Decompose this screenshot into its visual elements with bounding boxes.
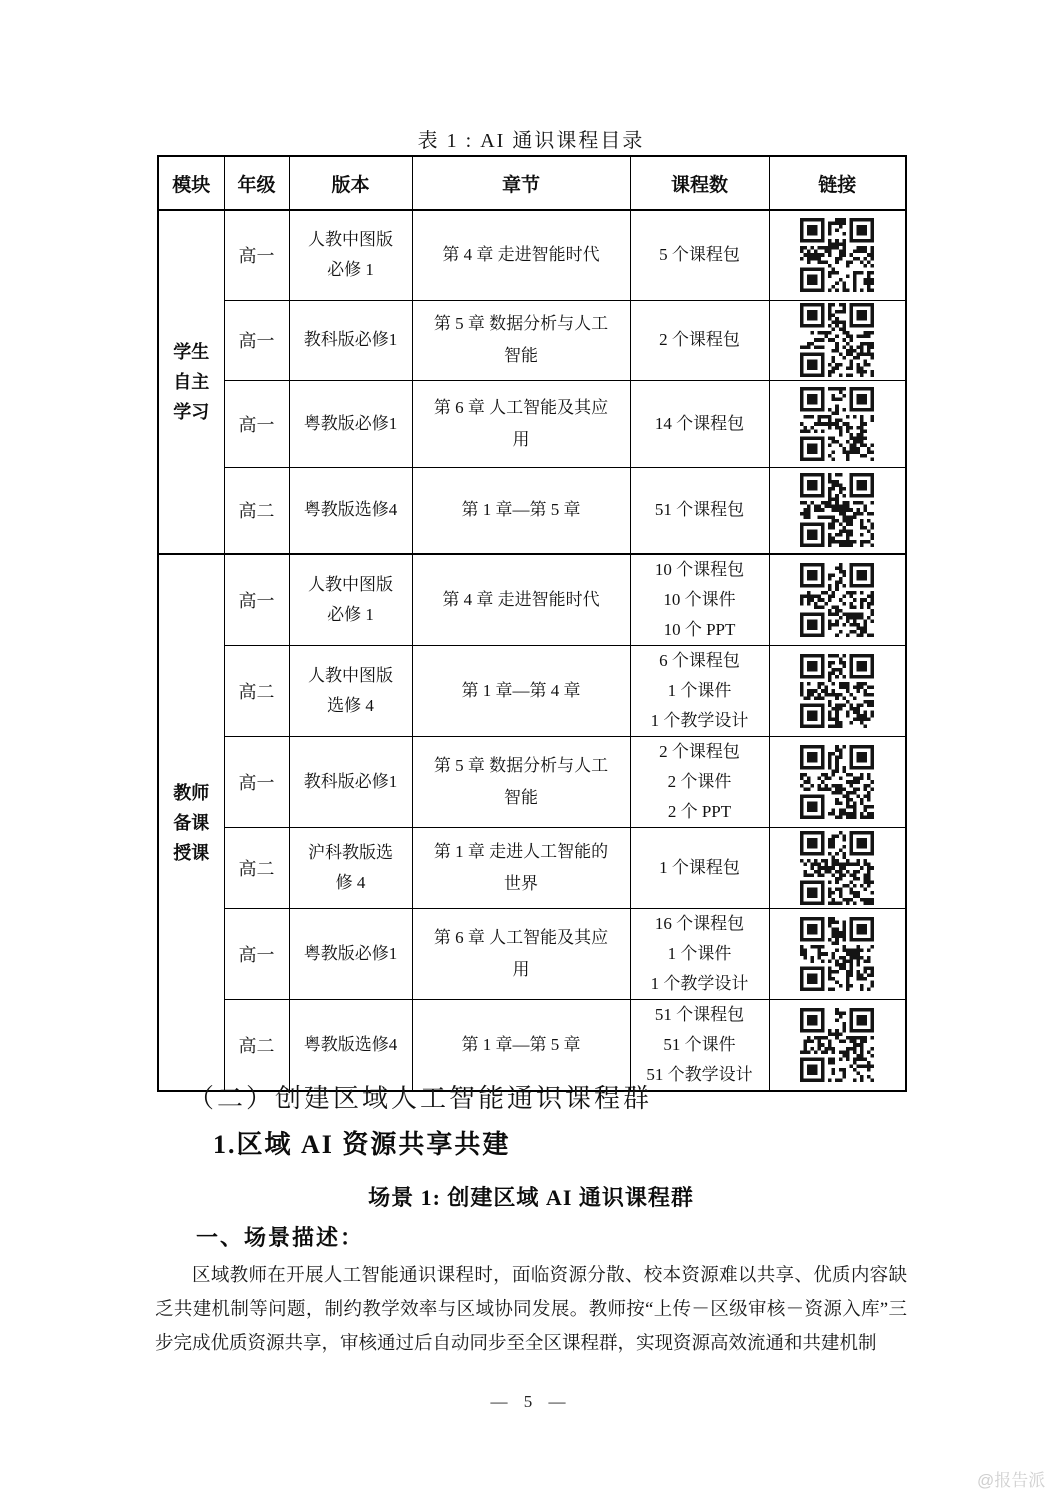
version-cell: 人教中图版 选修 4 bbox=[289, 646, 412, 737]
version-cell: 人教中图版 必修 1 bbox=[289, 554, 412, 646]
qr-code-icon bbox=[800, 563, 874, 637]
chapter-cell: 第 5 章 数据分析与人工 智能 bbox=[412, 300, 630, 380]
course-count-cell: 1 个课程包 bbox=[630, 828, 769, 909]
course-count-cell: 6 个课程包 1 个课件 1 个教学设计 bbox=[630, 646, 769, 737]
chapter-cell: 第 4 章 走进智能时代 bbox=[412, 554, 630, 646]
grade-cell: 高一 bbox=[224, 737, 289, 828]
grade-cell: 高二 bbox=[224, 828, 289, 909]
watermark: @报告派 bbox=[977, 1471, 1046, 1490]
qr-link-cell bbox=[769, 380, 906, 467]
scene-heading: 场景 1: 创建区域 AI 通识课程群 bbox=[368, 1185, 694, 1210]
qr-code-icon bbox=[800, 745, 874, 819]
course-count-cell: 51 个课程包 51 个课件 51 个教学设计 bbox=[630, 1000, 769, 1092]
qr-link-cell bbox=[769, 646, 906, 737]
col-header-chapter: 章节 bbox=[412, 156, 630, 210]
version-cell: 教科版必修1 bbox=[289, 300, 412, 380]
page-number: — 5 — bbox=[490, 1392, 572, 1411]
version-cell: 粤教版必修1 bbox=[289, 909, 412, 1000]
course-count-cell: 51 个课程包 bbox=[630, 467, 769, 554]
table-row bbox=[158, 737, 906, 828]
table-row bbox=[158, 909, 906, 1000]
course-count-cell: 2 个课程包 bbox=[630, 300, 769, 380]
course-count-cell: 2 个课程包 2 个课件 2 个 PPT bbox=[630, 737, 769, 828]
course-count-cell: 5 个课程包 bbox=[630, 210, 769, 300]
qr-link-cell bbox=[769, 1000, 906, 1092]
table-caption: 表 1 : AI 通识课程目录 bbox=[417, 130, 645, 152]
table-header-row bbox=[158, 156, 906, 210]
table-row bbox=[158, 467, 906, 554]
qr-code-icon bbox=[800, 831, 874, 905]
grade-cell: 高一 bbox=[224, 554, 289, 646]
grade-cell: 高二 bbox=[224, 1000, 289, 1092]
chapter-cell: 第 6 章 人工智能及其应 用 bbox=[412, 380, 630, 467]
qr-code-icon bbox=[800, 218, 874, 292]
chapter-cell: 第 5 章 数据分析与人工 智能 bbox=[412, 737, 630, 828]
version-cell: 教科版必修1 bbox=[289, 737, 412, 828]
version-cell: 粤教版必修1 bbox=[289, 380, 412, 467]
version-cell: 人教中图版 必修 1 bbox=[289, 210, 412, 300]
grade-cell: 高二 bbox=[224, 646, 289, 737]
grade-cell: 高一 bbox=[224, 909, 289, 1000]
chapter-cell: 第 1 章—第 4 章 bbox=[412, 646, 630, 737]
table-row bbox=[158, 828, 906, 909]
description-paragraph: 区域教师在开展人工智能通识课程时，面临资源分散、校本资源难以共享、优质内容缺乏共建机制等问题，制约教学效率与区域协同发展。教师按“上传－区级审核－资源入库”三步完成优质资源共享，审核通过后自动同步至全区课程群，实现资源高效流通和共建机制 bbox=[155, 1266, 907, 1354]
qr-link-cell bbox=[769, 467, 906, 554]
qr-link-cell bbox=[769, 300, 906, 380]
qr-code-icon bbox=[800, 473, 874, 547]
course-table-body bbox=[158, 210, 906, 1091]
grade-cell: 高二 bbox=[224, 467, 289, 554]
description-heading: 一、场景描述： bbox=[196, 1225, 365, 1250]
chapter-cell: 第 4 章 走进智能时代 bbox=[412, 210, 630, 300]
col-header-version: 版本 bbox=[289, 156, 412, 210]
version-cell: 粤教版选修4 bbox=[289, 1000, 412, 1092]
table-row bbox=[158, 300, 906, 380]
chapter-cell: 第 1 章—第 5 章 bbox=[412, 1000, 630, 1092]
grade-cell: 高一 bbox=[224, 210, 289, 300]
module-label: 学生 自主 学习 bbox=[158, 210, 224, 554]
grade-cell: 高一 bbox=[224, 380, 289, 467]
qr-link-cell bbox=[769, 737, 906, 828]
col-header-course-count: 课程数 bbox=[630, 156, 769, 210]
col-header-grade: 年级 bbox=[224, 156, 289, 210]
course-catalog-table bbox=[157, 155, 907, 1092]
qr-link-cell bbox=[769, 828, 906, 909]
table-row bbox=[158, 646, 906, 737]
qr-code-icon bbox=[800, 1008, 874, 1082]
qr-code-icon bbox=[800, 387, 874, 461]
chapter-cell: 第 6 章 人工智能及其应 用 bbox=[412, 909, 630, 1000]
qr-code-icon bbox=[800, 917, 874, 991]
qr-code-icon bbox=[800, 654, 874, 728]
version-cell: 粤教版选修4 bbox=[289, 467, 412, 554]
course-count-cell: 10 个课程包 10 个课件 10 个 PPT bbox=[630, 554, 769, 646]
qr-link-cell bbox=[769, 554, 906, 646]
module-label: 教师 备课 授课 bbox=[158, 554, 224, 1091]
chapter-cell: 第 1 章—第 5 章 bbox=[412, 467, 630, 554]
table-row bbox=[158, 554, 906, 646]
chapter-cell: 第 1 章 走进人工智能的 世界 bbox=[412, 828, 630, 909]
qr-code-icon bbox=[800, 303, 874, 377]
version-cell: 沪科教版选 修 4 bbox=[289, 828, 412, 909]
numbered-heading: 1.区域 AI 资源共享共建 bbox=[213, 1130, 511, 1159]
section-heading: （二）创建区域人工智能通识课程群 bbox=[188, 1084, 653, 1113]
col-header-link: 链接 bbox=[769, 156, 906, 210]
qr-link-cell bbox=[769, 909, 906, 1000]
table-row bbox=[158, 380, 906, 467]
course-count-cell: 16 个课程包 1 个课件 1 个教学设计 bbox=[630, 909, 769, 1000]
grade-cell: 高一 bbox=[224, 300, 289, 380]
col-header-module: 模块 bbox=[158, 156, 224, 210]
qr-link-cell bbox=[769, 210, 906, 300]
course-count-cell: 14 个课程包 bbox=[630, 380, 769, 467]
table-row bbox=[158, 210, 906, 300]
